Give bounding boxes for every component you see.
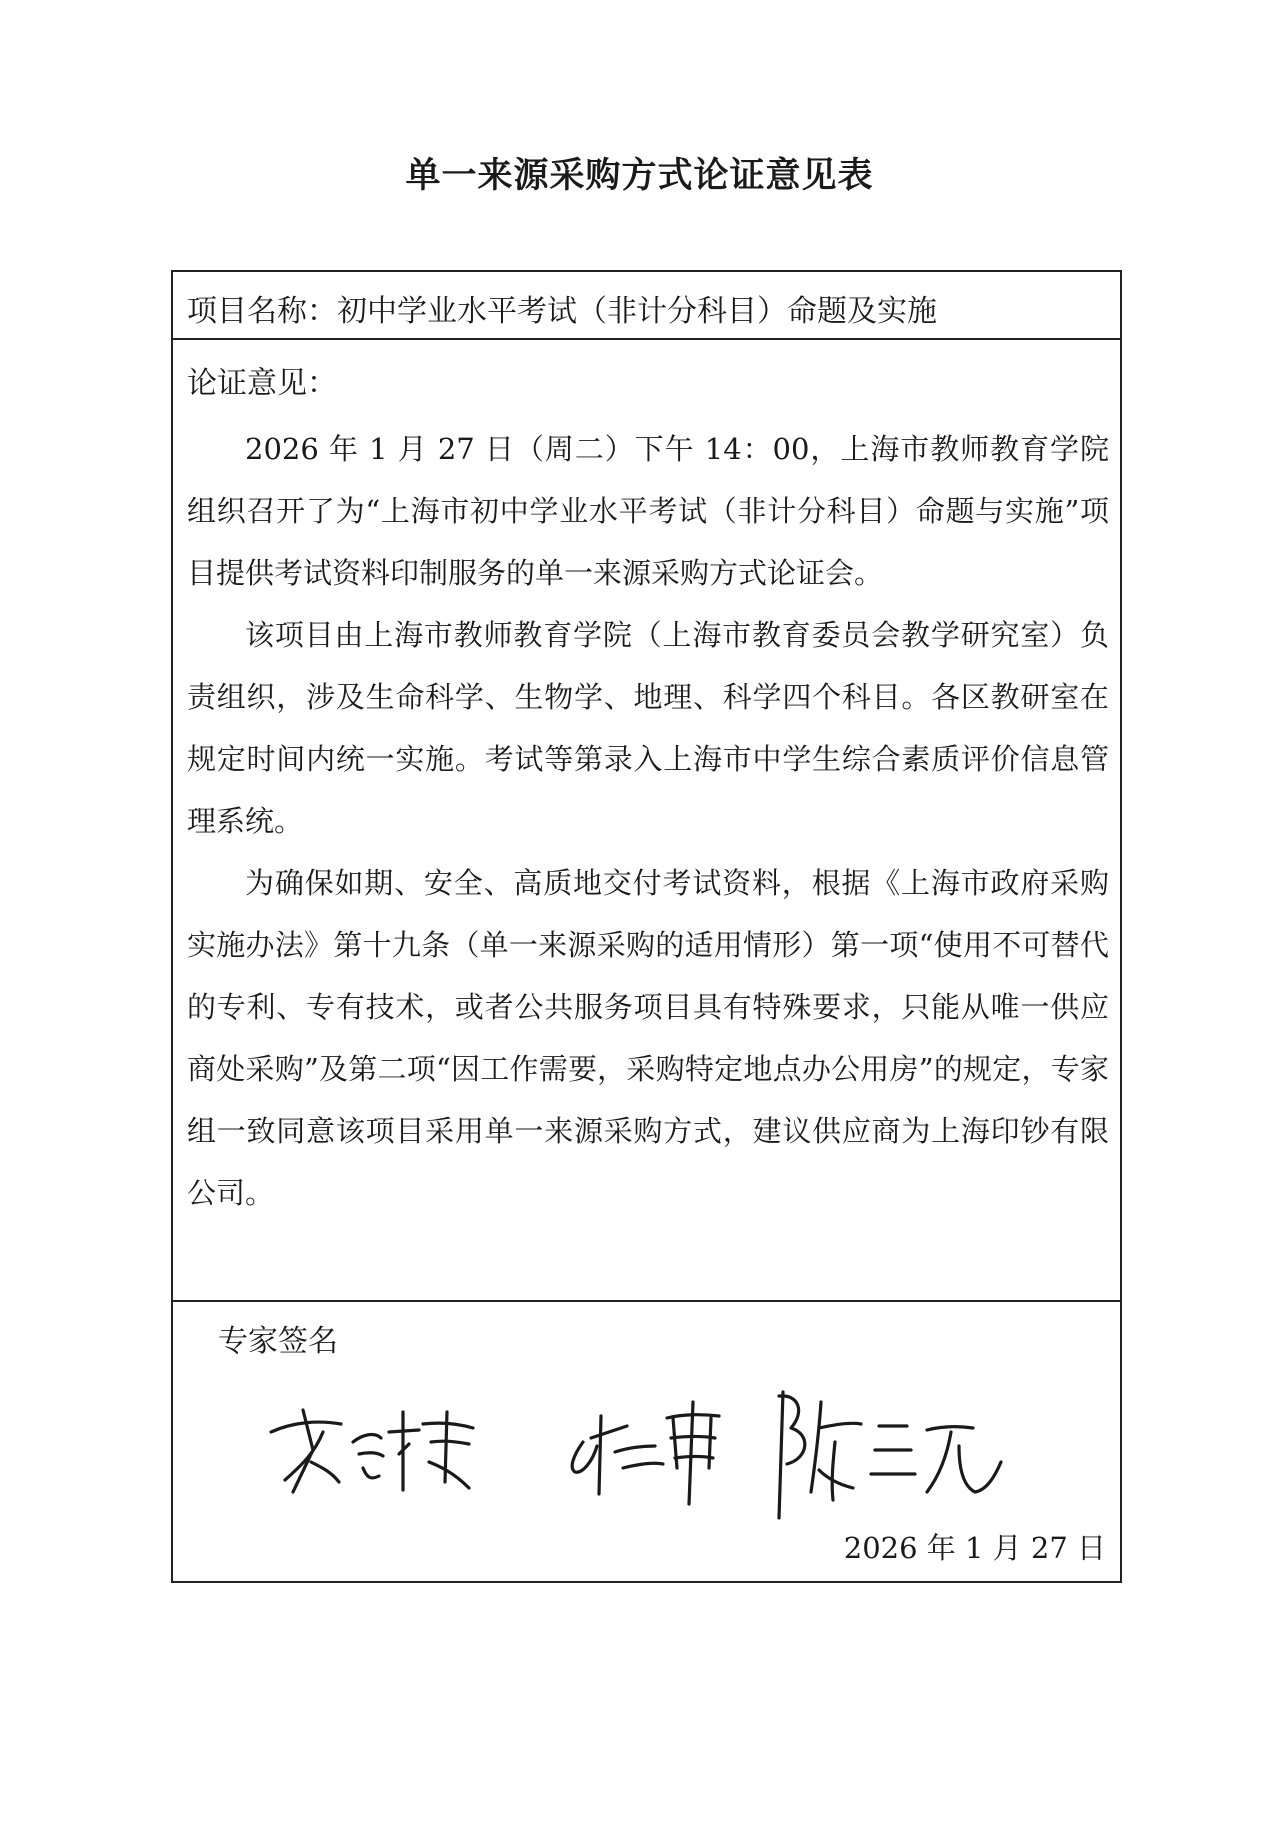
opinion-body — [187, 418, 1109, 1224]
handwritten-signatures — [263, 1372, 1023, 1522]
signature-2 — [572, 1402, 719, 1504]
signature-row — [173, 1302, 1120, 1581]
project-name-row — [173, 272, 1120, 340]
opinion-row — [173, 340, 1120, 1302]
signature-1 — [271, 1410, 473, 1492]
signature-3 — [779, 1392, 1001, 1518]
project-name-line: 项目名称：初中学业水平考试（非计分科目）命题及实施 — [187, 294, 937, 329]
opinion-paragraph-3: 为确保如期、安全、高质地交付考试资料，根据《上海市政府采购实施办法》第十九条（单一来源采购的适用情形）第一项“使用不可替代的专利、专有技术，或者公共服务项目具有特殊要求，只能从唯一供应商处采购”及第二项“因工作需要，采购特定地点办公用房”的规定，专家组一致同意该项目采用单一来源采购方式，建议供应商为上海印钞有限公司。 — [187, 866, 1109, 1210]
opinion-heading: 论证意见： — [187, 366, 337, 401]
signature-date: 2026 年 1 月 27 日 — [843, 1531, 1106, 1565]
opinion-paragraph-1: 2026 年 1 月 27 日（周二）下午 14：00，上海市教师教育学院组织召开了为“上海市初中学业水平考试（非计分科目）命题与实施”项目提供考试资料印制服务的单一来源采购方式论证会。 — [187, 432, 1109, 590]
opinion-form-table — [171, 270, 1122, 1583]
signature-heading: 专家签名 — [218, 1324, 338, 1359]
document-title: 单一来源采购方式论证意见表 — [405, 155, 874, 196]
opinion-paragraph-2: 该项目由上海市教师教育学院（上海市教育委员会教学研究室）负责组织，涉及生命科学、生物学、地理、科学四个科目。各区教研室在规定时间内统一实施。考试等第录入上海市中学生综合素质评价信息管理系统。 — [187, 618, 1109, 838]
